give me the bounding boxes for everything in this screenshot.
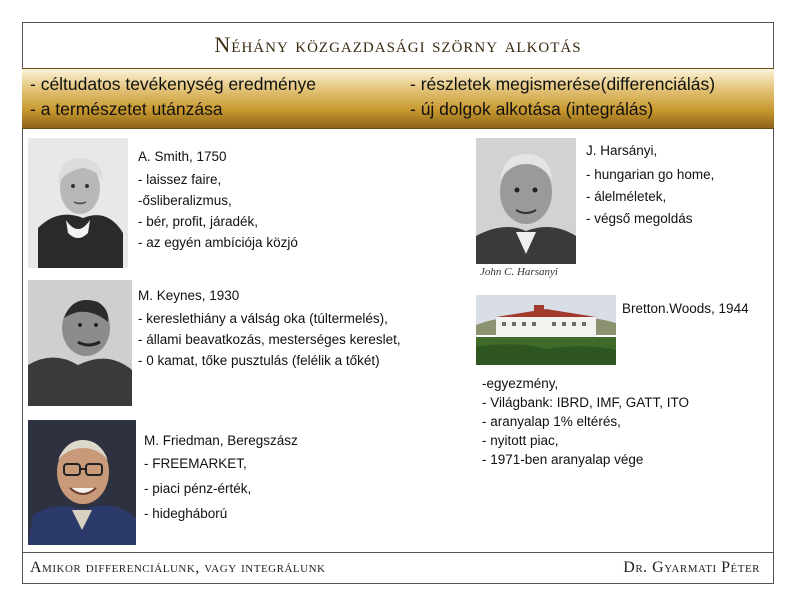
- keynes-name: M. Keynes, 1930: [138, 288, 240, 303]
- bretton-item: - aranyalap 1% eltérés,: [482, 414, 621, 429]
- friedman-portrait: [28, 420, 136, 545]
- bretton-item: - Világbank: IBRD, IMF, GATT, ITO: [482, 395, 690, 410]
- harsanyi-name: J. Harsányi,: [586, 143, 658, 158]
- slide-title: Néhány közgazdasági szörny alkotás: [214, 32, 582, 57]
- keynes-item: - állami beavatkozás, mesterséges kereslet,: [138, 332, 401, 347]
- bretton-woods-photo: [476, 295, 616, 365]
- band-left-1: - céltudatos tevékenység eredménye: [30, 74, 316, 94]
- keynes-item: - 0 kamat, tőke pusztulás (felélik a tőkét): [138, 353, 380, 368]
- band-left-2: - a természetet utánzása: [30, 99, 223, 119]
- bretton-heading: Bretton.Woods, 1944: [622, 301, 749, 316]
- keynes-portrait: [28, 280, 132, 406]
- smith-item: -ősliberalizmus,: [138, 193, 232, 208]
- harsanyi-portrait: [474, 136, 578, 284]
- friedman-item: - FREEMARKET,: [144, 456, 247, 471]
- smith-item: - bér, profit, járadék,: [138, 214, 259, 229]
- friedman-item: - piaci pénz-érték,: [144, 481, 252, 496]
- smith-item: - az egyén ambíciója közjó: [138, 235, 298, 250]
- definition-band: [22, 68, 774, 129]
- slide-footer: [22, 552, 774, 584]
- footer-author: Dr. Gyarmati Péter: [623, 559, 760, 576]
- band-right-1: - részletek megismerése(differenciálás): [410, 74, 716, 94]
- footer-left: Amikor differenciálunk, vagy integrálunk: [30, 559, 326, 576]
- harsanyi-signature: John C. Harsanyi: [480, 266, 558, 278]
- bretton-text: [482, 374, 689, 469]
- smith-item: - laissez faire,: [138, 172, 222, 187]
- bretton-item: -egyezmény,: [482, 376, 559, 391]
- friedman-item: - hidegháború: [144, 506, 228, 521]
- smith-name: A. Smith, 1750: [138, 149, 227, 164]
- friedman-name: M. Friedman, Beregszász: [144, 433, 298, 448]
- friedman-text: [144, 430, 298, 524]
- harsanyi-item: - hungarian go home,: [586, 167, 715, 182]
- band-right-2: - új dolgok alkotása (integrálás): [410, 99, 654, 119]
- bretton-item: - nyitott piac,: [482, 433, 559, 448]
- harsanyi-text: [586, 140, 714, 230]
- smith-text: [138, 146, 298, 253]
- harsanyi-item: - álelméletek,: [586, 189, 667, 204]
- keynes-item: - kereslethiány a válság oka (túltermelés),: [138, 311, 388, 326]
- keynes-text: [138, 285, 401, 371]
- smith-portrait: [28, 138, 128, 268]
- harsanyi-item: - végső megoldás: [586, 211, 693, 226]
- bretton-item: - 1971-ben aranyalap vége: [482, 452, 644, 467]
